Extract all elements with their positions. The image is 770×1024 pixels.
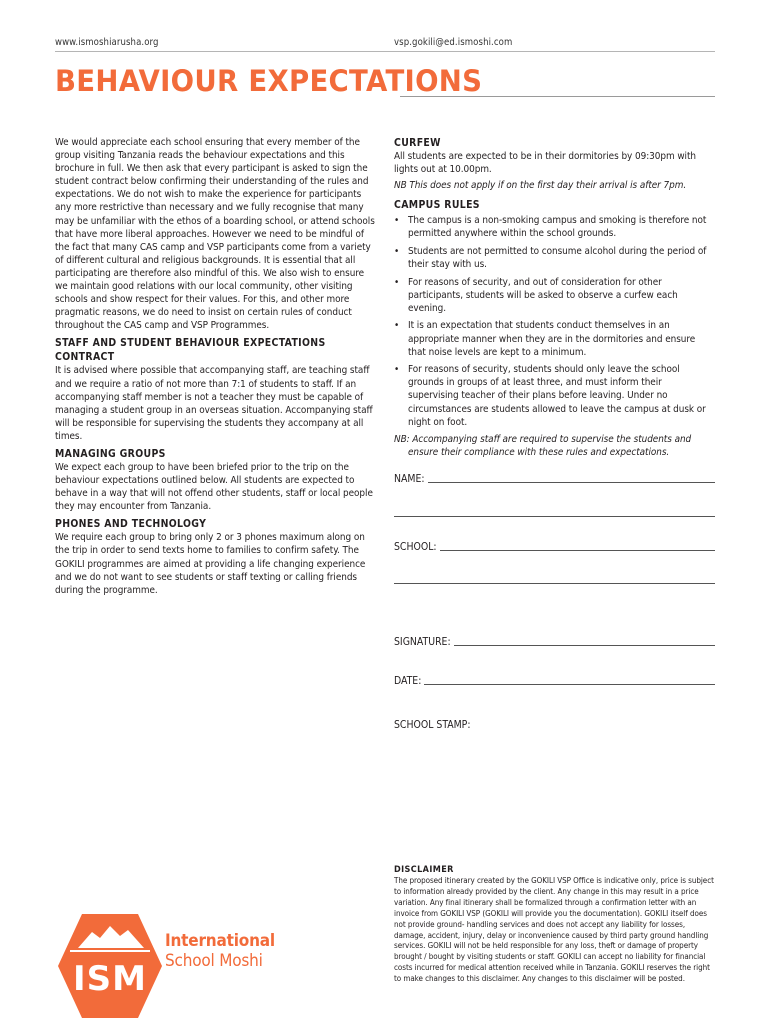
school-name xyxy=(165,931,275,971)
bullet-icon: • xyxy=(394,215,400,227)
school-field[interactable] xyxy=(394,534,715,554)
date-line[interactable] xyxy=(424,684,715,685)
header-divider xyxy=(55,51,715,52)
curfew-note: NB This does not apply if on the first day their arrival is after 7pm. xyxy=(394,180,687,192)
list-item xyxy=(394,245,715,271)
school-stamp-field xyxy=(394,712,715,732)
phones-paragraph: We require each group to bring only 2 or 3 phones maximum along on the trip in order to send texts home to families to confirm safety. The GOKILI programmes are aimed at providing a life changing experience and we do not want to see students or staff texting or calling friends during the programme. xyxy=(55,532,366,596)
list-item xyxy=(394,319,715,358)
contract-paragraph: It is advised where possible that accompanying staff, are teaching staff and we require a ratio of not more than 7:1 of students to staff. If an accompanying staff member is not a teacher they must be capable of managing a student group in an overseas situation. Accompanying staff will be responsible for supervising the students they accompany at all times. xyxy=(55,365,373,442)
title-divider xyxy=(400,96,715,97)
contract-heading: STAFF AND STUDENT BEHAVIOUR EXPECTATIONS CONTRACT xyxy=(55,337,326,364)
curfew-paragraph: All students are expected to be in their dormitories by 09:30pm with lights out at 10.00pm. xyxy=(394,151,696,176)
school-line-2[interactable] xyxy=(394,583,715,584)
school-line[interactable] xyxy=(440,550,715,551)
contact-email: vsp.gokili@ed.ismoshi.com xyxy=(394,37,513,48)
rule-text: For reasons of security, and out of consideration for other participants, students will be asked to observe a curfew each evening. xyxy=(408,276,678,314)
page-title: BEHAVIOUR EXPECTATIONS xyxy=(55,64,483,98)
left-column xyxy=(55,136,377,597)
date-field[interactable] xyxy=(394,668,715,688)
school-name-line-1: International xyxy=(165,931,275,951)
groups-paragraph: We expect each group to have been briefed prior to the trip on the behaviour expectations outlined below. All students are expected to behave in a way that will not offend other students, staff or local people they may encounter from Tanzania. xyxy=(55,461,373,513)
logo-mark-text: ISM xyxy=(73,959,147,999)
signature-line[interactable] xyxy=(454,645,715,646)
school-field-continuation[interactable] xyxy=(394,567,715,587)
rules-note: NB: Accompanying staff are required to supervise the students and ensure their compliance with these rules and expectations. xyxy=(394,434,692,459)
curfew-heading: CURFEW xyxy=(394,137,441,149)
name-line[interactable] xyxy=(428,482,715,483)
school-label: SCHOOL: xyxy=(394,541,437,553)
bullet-icon: • xyxy=(394,276,400,288)
name-label: NAME: xyxy=(394,473,425,485)
rule-text: For reasons of security, students should only leave the school grounds in groups of at least three, and must inform their supervising teacher of their plans before leaving. Under no circumstances are students allowed to leave the campus at dusk or night on foot. xyxy=(408,364,706,428)
disclaimer xyxy=(394,864,715,985)
date-label: DATE: xyxy=(394,675,422,687)
name-field[interactable] xyxy=(394,466,715,486)
name-line-2[interactable] xyxy=(394,516,715,517)
bullet-icon: • xyxy=(394,320,400,332)
signature-label: SIGNATURE: xyxy=(394,636,451,648)
name-field-continuation[interactable] xyxy=(394,500,715,520)
campus-rules-heading: CAMPUS RULES xyxy=(394,199,480,212)
groups-heading: MANAGING GROUPS xyxy=(55,447,166,460)
intro-paragraph: We would appreciate each school ensuring that every member of the group visiting Tanzania reads the behaviour expectations and this brochure in full. We then ask that every participant is asked to sign the student contract below confirming their understanding of the rules and expectations. We do not wish to make the experience for participants any more restrictive than necessary and we fully recognise that many may be unfamiliar with the ethos of a boarding school, or attend schools that have more liberal approaches. However we need to be mindful of the fact that many CAS camp and VSP participants come from a variety of different cultural and religious backgrounds. It is essential that all participating are therefore also mindful of this. We also wish to ensure we maintain good relations with our local community, other visiting schools and show respect for their values. For this, and other more pragmatic reasons, we do need to insist on certain rules of conduct throughout the CAS camp and VSP Programmes. xyxy=(55,137,375,332)
rule-text: It is an expectation that students conduct themselves in an appropriate manner when they are in the dormitories and ensure that noise levels are kept to a minimum. xyxy=(408,320,696,358)
signature-field[interactable] xyxy=(394,629,715,649)
right-column xyxy=(394,136,715,459)
campus-rules-list xyxy=(394,214,715,428)
bullet-icon: • xyxy=(394,364,400,376)
list-item xyxy=(394,363,715,428)
list-item xyxy=(394,276,715,315)
phones-heading: PHONES AND TECHNOLOGY xyxy=(55,518,207,531)
rule-text: The campus is a non-smoking campus and smoking is therefore not permitted anywhere within the school grounds. xyxy=(408,215,707,240)
school-name-line-2: School Moshi xyxy=(165,951,263,971)
disclaimer-heading: DISCLAIMER xyxy=(394,865,454,875)
list-item xyxy=(394,214,715,240)
rule-text: Students are not permitted to consume alcohol during the period of their stay with us. xyxy=(408,245,707,271)
school-stamp-label: SCHOOL STAMP: xyxy=(394,719,471,731)
bullet-icon: • xyxy=(394,245,400,257)
disclaimer-text: The proposed itinerary created by the GOKILI VSP Office is indicative only, price is subject to information already provided by the client. Any change in this may result in a price variation. Any final itinerary shall be formalized through a confirmation letter with an invoice from GOKILI VSP (GOKILI will provide you the documentation). GOKILI itself does not provide ground- handling services and does not accept any liability for losses, damage, accident, injury, delay or inconvenience caused by third party ground handling services. GOKILI will not be held responsible for any loss, theft or damage of property brought / bought by visiting students or staff. GOKILI can accept no liability for financial costs incurred for medical attention received while in Tanzania. GOKILI reserves the right to make changes to this disclaimer. Any changes to this disclaimer will be posted. xyxy=(394,876,714,984)
website-url: www.ismoshiarusha.org xyxy=(55,37,159,48)
